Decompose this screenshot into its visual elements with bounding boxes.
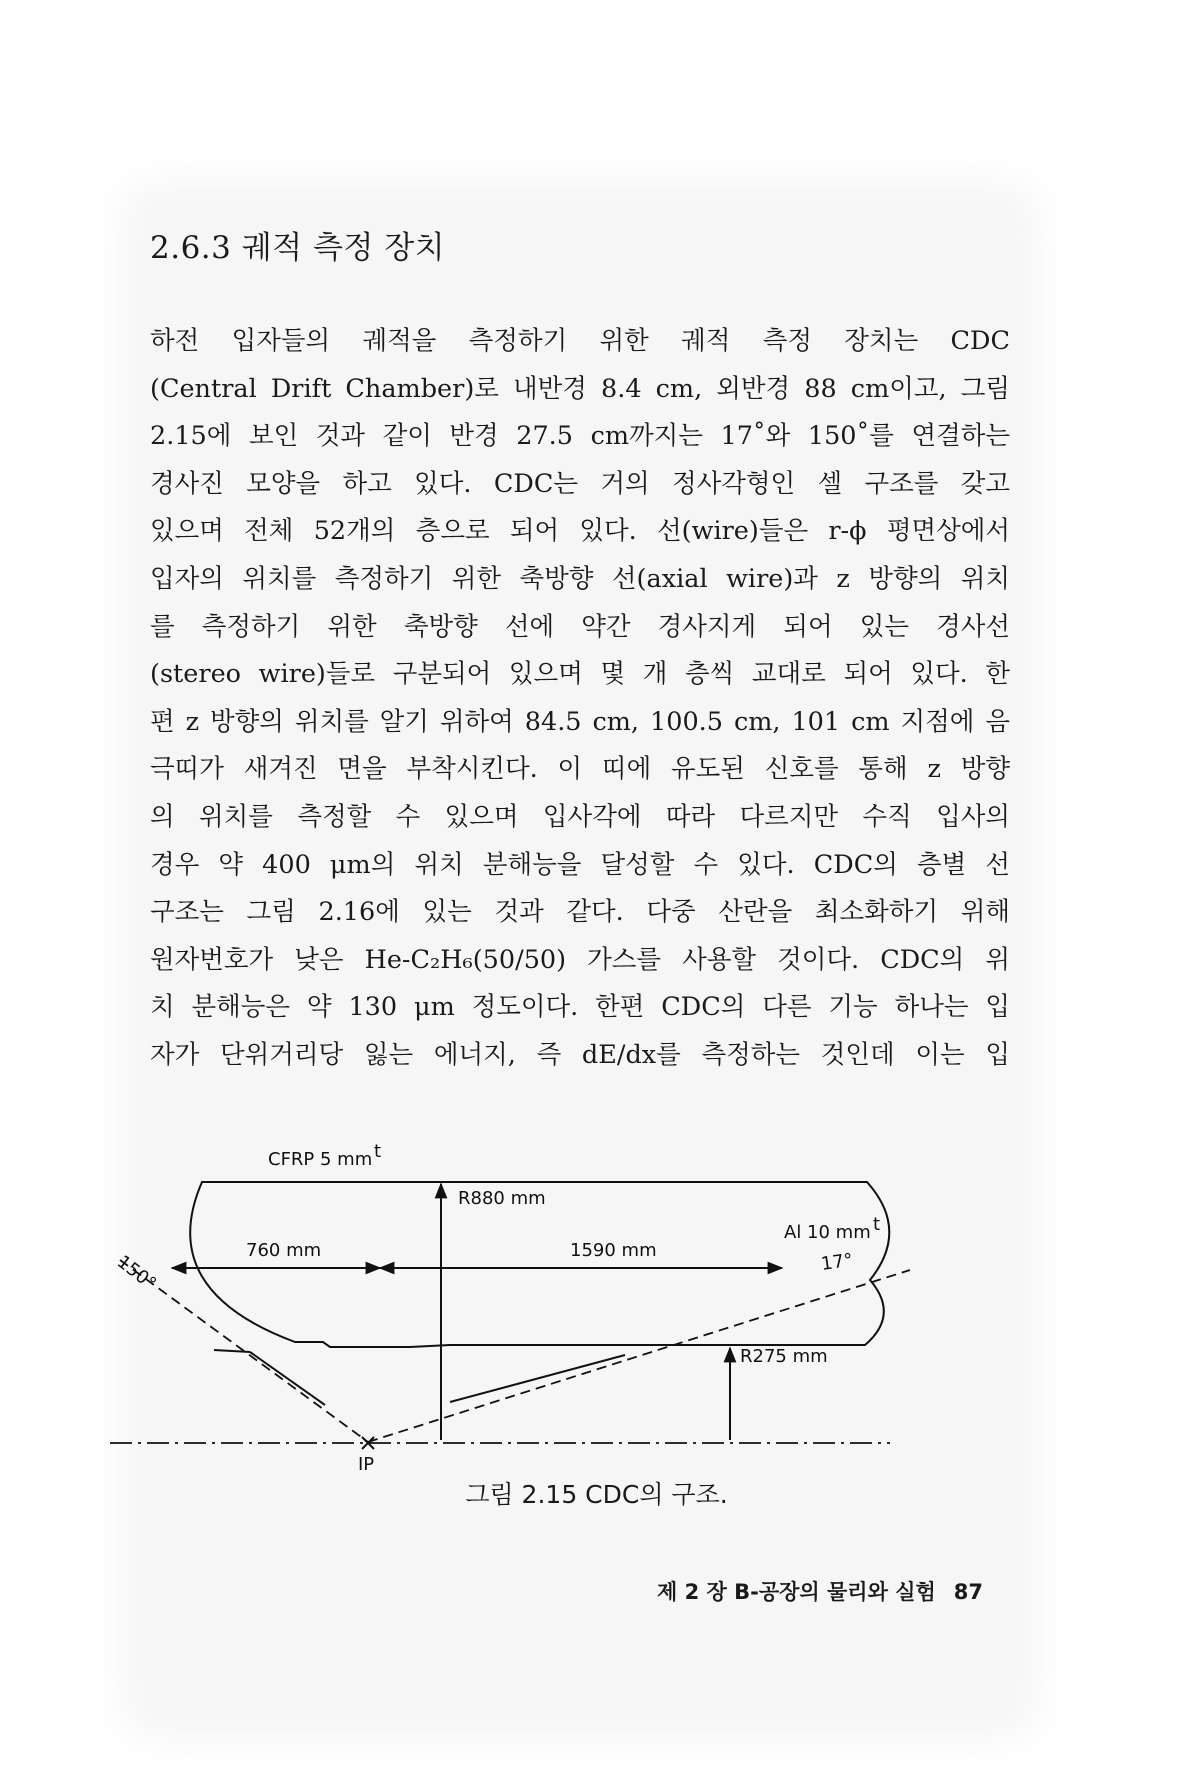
body-line: 자가 단위거리당 잃는 에너지, 즉 dE/dx를 측정하는 것인데 이는 입 (150, 1039, 1011, 1070)
body-line: 2.15에 보인 것과 같이 반경 27.5 cm까지는 17˚와 150˚를 연결하는 (150, 421, 1010, 452)
body-line: 의 위치를 측정할 수 있으며 입사각에 따라 다르지만 수직 입사의 (150, 801, 1010, 832)
cdc-diagram (110, 1140, 1030, 1475)
angle-150-label: 150° (112, 1251, 161, 1295)
body-line: (stereo wire)들로 구분되어 있으며 몇 개 층씩 교대로 되어 있다. 한 (150, 659, 1010, 690)
body-line: 입자의 위치를 측정하기 위한 축방향 선(axial wire)과 z 방향의 위치 (150, 563, 1010, 594)
body-line: 구조는 그림 2.16에 있는 것과 같다. 다중 산란을 최소화하기 위해 (150, 897, 1010, 928)
cfrp-sup: t (374, 1141, 382, 1162)
body-line: 원자번호가 낮은 He-C₂H₆(50/50) 가스를 사용할 것이다. CDC의 위 (150, 944, 1010, 975)
dim-1590-label: 1590 mm (570, 1240, 657, 1261)
body-line: 를 측정하기 위한 축방향 선에 약간 경사지게 되어 있는 경사선 (150, 611, 1010, 642)
page-number: 87 (953, 1580, 983, 1604)
r275-label: R275 mm (740, 1346, 828, 1367)
body-line: 하전 입자들의 궤적을 측정하기 위한 궤적 측정 장치는 CDC (150, 326, 1010, 356)
body-paragraph (150, 318, 1010, 1080)
inner-slant-line (250, 1352, 325, 1405)
cdc-structure-figure (110, 1140, 1030, 1475)
body-line: 경우 약 400 μm의 위치 분해능을 달성할 수 있다. CDC의 층별 선 (150, 849, 1010, 880)
dim-760-label: 760 mm (246, 1240, 322, 1261)
body-line: 치 분해능은 약 130 μm 정도이다. 한편 CDC의 다른 기능 하나는 입 (150, 992, 1010, 1023)
body-line: 극띠가 새겨진 면을 부착시킨다. 이 띠에 유도된 신호를 통해 z 방향 (150, 754, 1010, 785)
angle-150-line (120, 1260, 368, 1442)
al-sup: t (873, 1214, 881, 1235)
ip-label: IP (358, 1454, 375, 1475)
r880-label: R880 mm (458, 1188, 546, 1209)
body-line: 있으며 전체 52개의 층으로 되어 있다. 선(wire)들은 r-ϕ 평면상에서 (150, 516, 1010, 547)
angle-17-line (368, 1270, 910, 1442)
page-footer (657, 1576, 983, 1606)
section-heading: 2.6.3 궤적 측정 장치 (150, 230, 446, 266)
figure-caption: 그림 2.15 CDC의 구조. (465, 1480, 728, 1509)
chapter-title: 제 2 장 B-공장의 물리와 실험 (657, 1580, 936, 1604)
cfrp-label: CFRP 5 mm (268, 1149, 373, 1170)
body-line: (Central Drift Chamber)로 내반경 8.4 cm, 외반경 88 cm이고, 그림 (150, 373, 1010, 404)
angle-17-label: 17° (819, 1249, 855, 1275)
body-line: 경사진 모양을 하고 있다. CDC는 거의 정사각형인 셀 구조를 갖고 (150, 468, 1010, 499)
inner-rising-line (450, 1355, 625, 1402)
body-line: 편 z 방향의 위치를 알기 위하여 84.5 cm, 100.5 cm, 101 cm 지점에 음 (150, 706, 1010, 737)
al-label: Al 10 mm (784, 1222, 871, 1243)
